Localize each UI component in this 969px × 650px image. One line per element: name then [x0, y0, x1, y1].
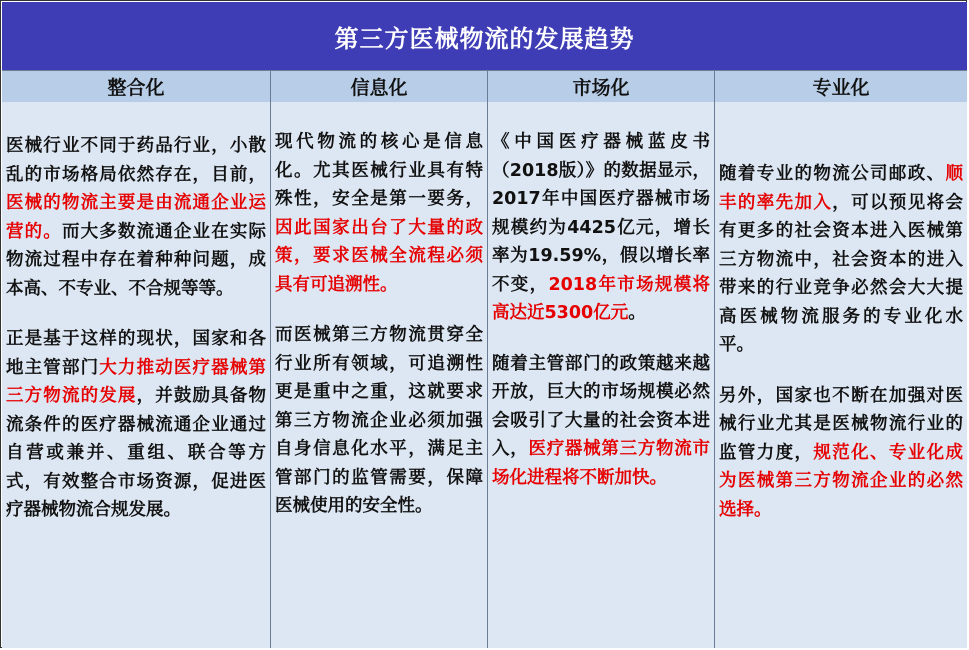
- header-marketization: 市场化: [488, 71, 715, 102]
- body-text: ，可以预见将会有更多的社会资本进入医械第三方物流中，社会资本的进入带来的行业竞争必然会大大提高医械物流服务的专业化水平。: [719, 192, 963, 355]
- body-text: 另外，国家也不断在加强对医械行业尤其是医械物流行业的监管力度，: [719, 385, 963, 463]
- header-specialization: 专业化: [812, 77, 870, 99]
- paragraph: [275, 321, 483, 521]
- header-integration: 整合化: [2, 71, 271, 102]
- paragraph: [719, 160, 963, 360]
- paragraph: [6, 325, 266, 525]
- column-marketization: [488, 102, 715, 648]
- header-informatization: 信息化: [271, 71, 488, 102]
- body-text: 。: [628, 303, 646, 323]
- paragraph: [492, 350, 710, 493]
- body-text: 医械行业不同于药品行业，小散乱的市场格局依然存在，目前，: [6, 136, 266, 185]
- highlight-text: 规范化、专业化成为医械第三方物流企业的必然选择。: [719, 442, 963, 520]
- body-text: 随着主管部门的政策越来越开放，巨大的市场规模必然会吸引了大量的社会资本进入，: [492, 353, 710, 459]
- column-informatization: [271, 102, 488, 648]
- highlight-text: 医械的物流主要是由流通企业运营的。: [6, 193, 266, 242]
- header-row: [2, 70, 967, 103]
- body-text: 随着专业的物流公司邮政、: [719, 164, 946, 184]
- body-text: ，并鼓励具备物流条件的医疗器械流通企业通过自营或兼并、重组、联合等方式，有效整合市场资源，促进医疗器械物流合规发展。: [6, 386, 267, 520]
- highlight-text: 大力推动医疗器械第三方物流的发展: [6, 357, 267, 406]
- body-text: 而大多数流通企业在实际物流过程中存在着种种问题，成本高、不专业、不合规等等。: [6, 221, 267, 299]
- column-integration: [2, 102, 271, 648]
- highlight-text: 因此国家出台了大量的政策，要求医械全流程必须具有可追溯性。: [275, 217, 483, 295]
- paragraph: [492, 128, 710, 328]
- body-text: 《中国医疗器械蓝皮书（2018版）》的数据显示，2017年中国医疗器械市场规模约为4425亿元，增长率为19.59%，假以增长率不变，: [492, 132, 710, 295]
- highlight-text: 医疗器械第三方物流市场化进程将不断加快。: [492, 439, 711, 488]
- highlight-text: 顺丰的率先加入: [719, 164, 963, 213]
- body-row: [2, 102, 967, 648]
- body-text: 正是基于这样的现状，国家和各地主管部门: [6, 329, 266, 378]
- column-specialization: [715, 102, 967, 648]
- body-text: 而医械第三方物流贯穿全行业所有领域，可追溯性更是重中之重，这就要求第三方物流企业必须加强自身信息化水平，满足主管部门的监管需要，保障医械使用的安全性。: [275, 325, 483, 516]
- body-text: 现代物流的核心是信息化。尤其医械行业具有特殊性，安全是第一要务，: [275, 132, 483, 209]
- paragraph: [6, 132, 266, 303]
- page-title: 第三方医械物流的发展趋势: [2, 2, 967, 70]
- highlight-text: 2018年市场规模将高达近5300亿元: [492, 274, 710, 323]
- paragraph: [719, 382, 963, 525]
- paragraph: [275, 128, 483, 299]
